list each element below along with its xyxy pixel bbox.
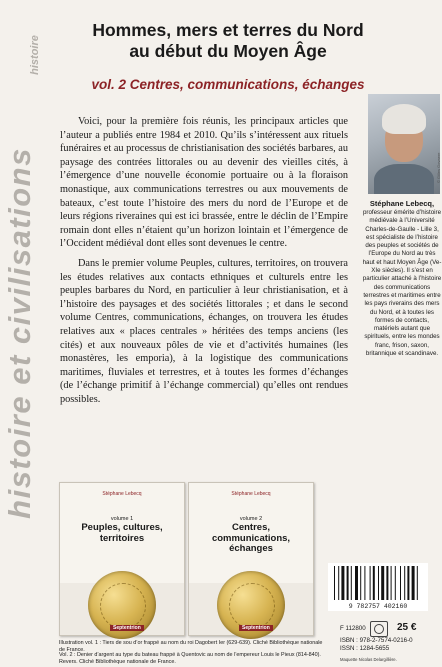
barcode-bar [338, 566, 339, 600]
book-title [48, 20, 408, 62]
cover-title: Peuples, cultures, territoires [81, 522, 163, 544]
issn: ISSN : 1284-5655 [340, 645, 390, 652]
cover-publisher: Septentrion [239, 625, 273, 631]
blurb [60, 115, 348, 412]
barcode-bar [391, 566, 392, 600]
barcode-digits: 9 782757 402160 [348, 603, 408, 610]
cover-volume: volume 2 [239, 516, 263, 522]
blurb-paragraph-2: Dans le premier volume Peuples, cultures, territoires, on trouvera les études relatives aux contacts ethniques et culturels entre les peuples barbares du Nord, en particulier à leur christianisation, et à l’histoire des paysages et des sociétés littorales ; et dans le second volume Centres, communications, échanges, on trouvera les études relatives aux « places centrales » héritées des temps anciens (les cités) et aux nouveaux pôles de vie et d’activités humaines (les monastères, les emporia), à la logistique des communications maritimes, fluviales et terrestres, et à toutes les formes d’échanges (de l’échange primitif à l’échange commercial) qu’elles ont rendues possibles. [60, 257, 348, 405]
barcode-bar [351, 566, 352, 600]
price: 25 € [397, 622, 417, 633]
barcode-bar [395, 566, 396, 600]
author-bio: professeur émérite d’histoire médiévale à l’Université Charles-de-Gaulle - Lille 3, est spécialiste de l’histoire des peuples et sociétés de l’Europe du Nord au très haut et haut Moyen Âge (Ve-XIe siècles). Il s’est en particulier attaché à l’histoire des communications terrestres et maritimes entre les pays riverains des mers du Nord, et à toutes les formes de contacts, matériels autant que spirituels, entre les mondes franc, frison, saxon, britannique et scandinave. [362, 209, 442, 358]
design-credit: Maquette Nicolas Delargillière. [340, 657, 397, 662]
barcode-bar [360, 566, 361, 600]
caption-vol2: Vol. 2 : Denier d’argent au type du bateau frappé à Quentovic au nom de l’empereur Louis le Pieux (814-840). Revers. Cliché Bibliothèque nationale de France. [59, 652, 321, 665]
book-cover-vol2 [188, 482, 314, 636]
author-name: Stéphane Lebecq, [369, 199, 435, 208]
blurb-paragraph-1: Voici, pour la première fois réunis, les principaux articles que l’auteur a publiés entre 1984 et 2010. Qu’ils s’intéressent aux rituels funéraires et au processus de christianisation des sociétés barbares, au paysage des contrées littorales ou au devenir des vieilles cités, à l’émergence d’une nouvelle économie portuaire ou à la floraison monastique, aux communications terrestres ou aux mouvements de bateaux, c’est toute l’histoire des mers du nord de l’Europe et de leurs régions riveraines qui est ici brassée, entre le déclin de l’Empire romain dont elles n’étaient qu’un horizon lointain et l’émergence de l’Occident médiéval dont elles sont devenues le centre. [60, 116, 348, 250]
isbn: ISBN : 978-2-7574-0216-0 [340, 637, 413, 644]
author-photo-hair [382, 104, 426, 134]
identifiers [340, 637, 413, 653]
cover-title: Centres, communications, échanges [211, 522, 291, 554]
cover-author: Stéphane Lebecq [231, 491, 271, 497]
spine [0, 0, 40, 667]
barcode [328, 563, 428, 611]
barcode-bar [400, 566, 401, 600]
author-photo-shirt [374, 164, 434, 194]
barcode-bar [355, 566, 358, 600]
cover-author: Stéphane Lebecq [102, 491, 142, 497]
cover-volume: volume 1 [110, 516, 134, 522]
barcode-bar [412, 566, 415, 600]
title-line-1: Hommes, mers et terres du Nord [92, 20, 364, 40]
product-reference: F 112800 [340, 625, 366, 632]
recycle-logo-icon [370, 621, 388, 637]
photo-credit: © Gilles Govaere [436, 152, 441, 183]
barcode-bar [381, 566, 384, 600]
cover-publisher: Septentrion [110, 625, 144, 631]
volume-subtitle: vol. 2 Centres, communications, échanges [91, 77, 365, 92]
barcode-bar [404, 566, 405, 600]
barcode-bar [347, 566, 349, 600]
barcode-bar [378, 566, 379, 600]
barcode-bar [386, 566, 388, 600]
barcode-bar [341, 566, 344, 600]
barcode-bar [370, 566, 371, 600]
barcode-bar [407, 566, 409, 600]
barcode-bar [334, 566, 335, 600]
barcode-bar [364, 566, 365, 600]
subseries-name: histoire [29, 35, 41, 75]
barcode-bar [373, 566, 375, 600]
barcode-bars [328, 563, 428, 603]
series-name: histoire et civilisations [2, 147, 37, 519]
title-line-2: au début du Moyen Âge [129, 41, 327, 61]
book-cover-vol1 [59, 482, 185, 636]
barcode-bar [417, 566, 418, 600]
caption-vol1: Illustration vol. 1 : Tiers de sou d’or frappé au nom du roi Dagobert Ier (629-639). Cliché Bibliothèque nationale de France. [59, 640, 323, 653]
author-photo [368, 94, 440, 194]
